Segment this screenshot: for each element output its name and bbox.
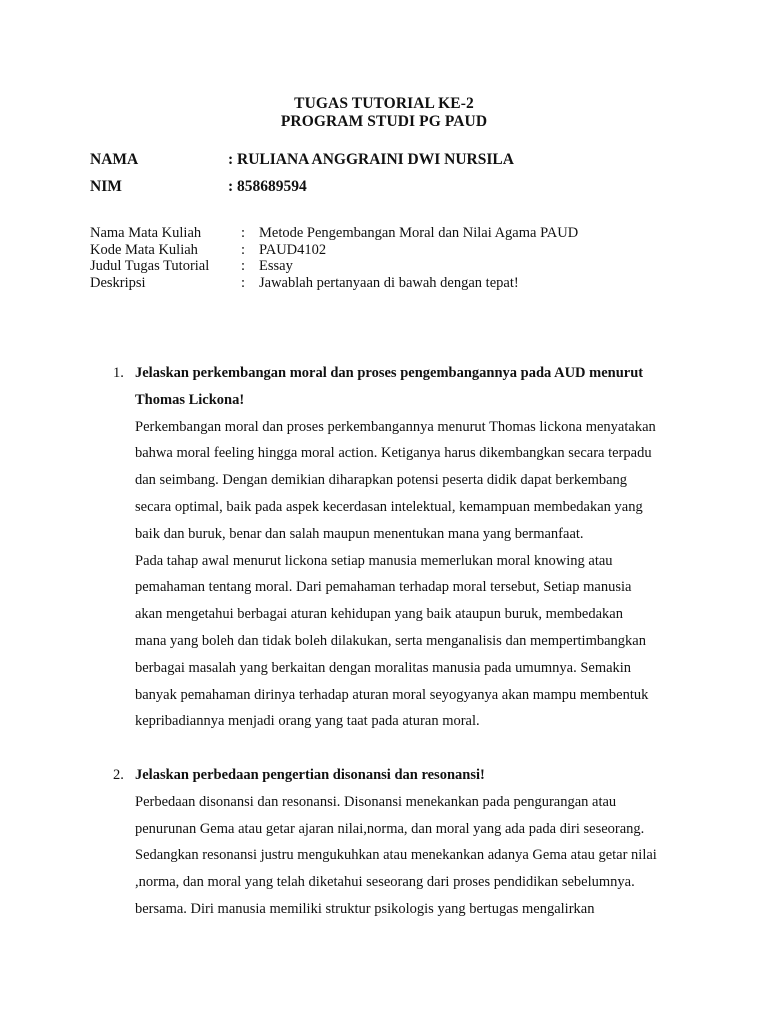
- answer-text-line: pemahaman tentang moral. Dari pemahaman terhadap moral tersebut, Setiap manusia: [135, 579, 632, 596]
- answer-text-line: mana yang boleh dan tidak boleh dilakukan, serta menganalisis dan mempertimbangkan: [135, 632, 646, 649]
- course-info-colon: :: [241, 258, 246, 274]
- course-info-value: Essay: [259, 258, 293, 274]
- course-info-label: Nama Mata Kuliah: [90, 225, 202, 241]
- course-info-label: Deskripsi: [90, 274, 146, 291]
- question-body: [135, 762, 683, 923]
- answer-text-line: Perkembangan moral dan proses perkembangannya menurut Thomas lickona menyatakan: [135, 418, 656, 435]
- answer-text-line: ,norma, dan moral yang telah diketahui seseorang dari proses pendidikan sebelumnya.: [135, 874, 635, 891]
- answer-text-line: baik dan buruk, benar dan salah maupun menentukan mana yang bermanfaat.: [135, 525, 584, 542]
- answer-text-line: akan mengetahui berbagai aturan kehidupan yang baik ataupun buruk, membedakan: [135, 606, 623, 623]
- nim-value: : 858689594: [228, 178, 307, 195]
- document-title-line-1: TUGAS TUTORIAL KE-2: [294, 95, 474, 112]
- course-info-value: Metode Pengembangan Moral dan Nilai Agama PAUD: [259, 225, 579, 241]
- answer-text-line: berbagai masalah yang berkaitan dengan moralitas manusia pada umumnya. Semakin: [135, 659, 632, 676]
- nama-label: NAMA: [90, 151, 139, 168]
- course-info-value: PAUD4102: [259, 241, 327, 258]
- course-info-label: Kode Mata Kuliah: [90, 241, 198, 258]
- nama-value: : RULIANA ANGGRAINI DWI NURSILA: [228, 151, 514, 168]
- question-text-line: Jelaskan perbedaan pengertian disonansi dan resonansi!: [135, 767, 485, 783]
- document-title-line-2: PROGRAM STUDI PG PAUD: [280, 113, 488, 130]
- course-info-colon: :: [241, 274, 246, 291]
- answer-text-line: penurunan Gema atau getar ajaran nilai,norma, dan moral yang ada pada diri seseorang.: [135, 820, 645, 837]
- answer-text-line: Pada tahap awal menurut lickona setiap manusia memerlukan moral knowing atau: [135, 552, 613, 569]
- answer-text-line: Perbedaan disonansi dan resonansi. Disonansi menekankan pada pengurangan atau: [135, 793, 617, 810]
- nim-label: NIM: [90, 178, 122, 195]
- answer-text-line: Sedangkan resonansi justru mengukuhkan atau menekankan adanya Gema atau getar nilai: [135, 847, 657, 864]
- answer-text-line: banyak pemahaman dirinya terhadap aturan moral seyogyanya akan mampu membentuk: [135, 686, 649, 703]
- question-text-line: Thomas Lickona!: [135, 391, 245, 408]
- answer-text-line: bahwa moral feeling hingga moral action. Ketiganya harus dikembangkan secara terpadu: [135, 445, 652, 462]
- question-number: 2.: [113, 767, 124, 783]
- course-info-colon: :: [241, 241, 246, 258]
- course-info-label: Judul Tugas Tutorial: [90, 258, 210, 274]
- answer-text-line: secara optimal, baik pada aspek kecerdasan intelektual, kemampuan membedakan yang: [135, 498, 643, 515]
- answer-text-line: bersama. Diri manusia memiliki struktur psikologis yang bertugas mengalirkan: [135, 900, 595, 917]
- course-info-value: Jawablah pertanyaan di bawah dengan tepat!: [259, 274, 519, 291]
- answer-text-line: dan seimbang. Dengan demikian diharapkan potensi peserta didik dapat berkembang: [135, 472, 628, 489]
- question-body: [135, 360, 683, 735]
- question-text-line: Jelaskan perkembangan moral dan proses pengembangannya pada AUD menurut: [135, 365, 644, 381]
- course-info-colon: :: [241, 225, 246, 241]
- answer-text-line: kepribadiannya menjadi orang yang taat pada aturan moral.: [135, 713, 480, 730]
- question-number: 1.: [113, 365, 124, 381]
